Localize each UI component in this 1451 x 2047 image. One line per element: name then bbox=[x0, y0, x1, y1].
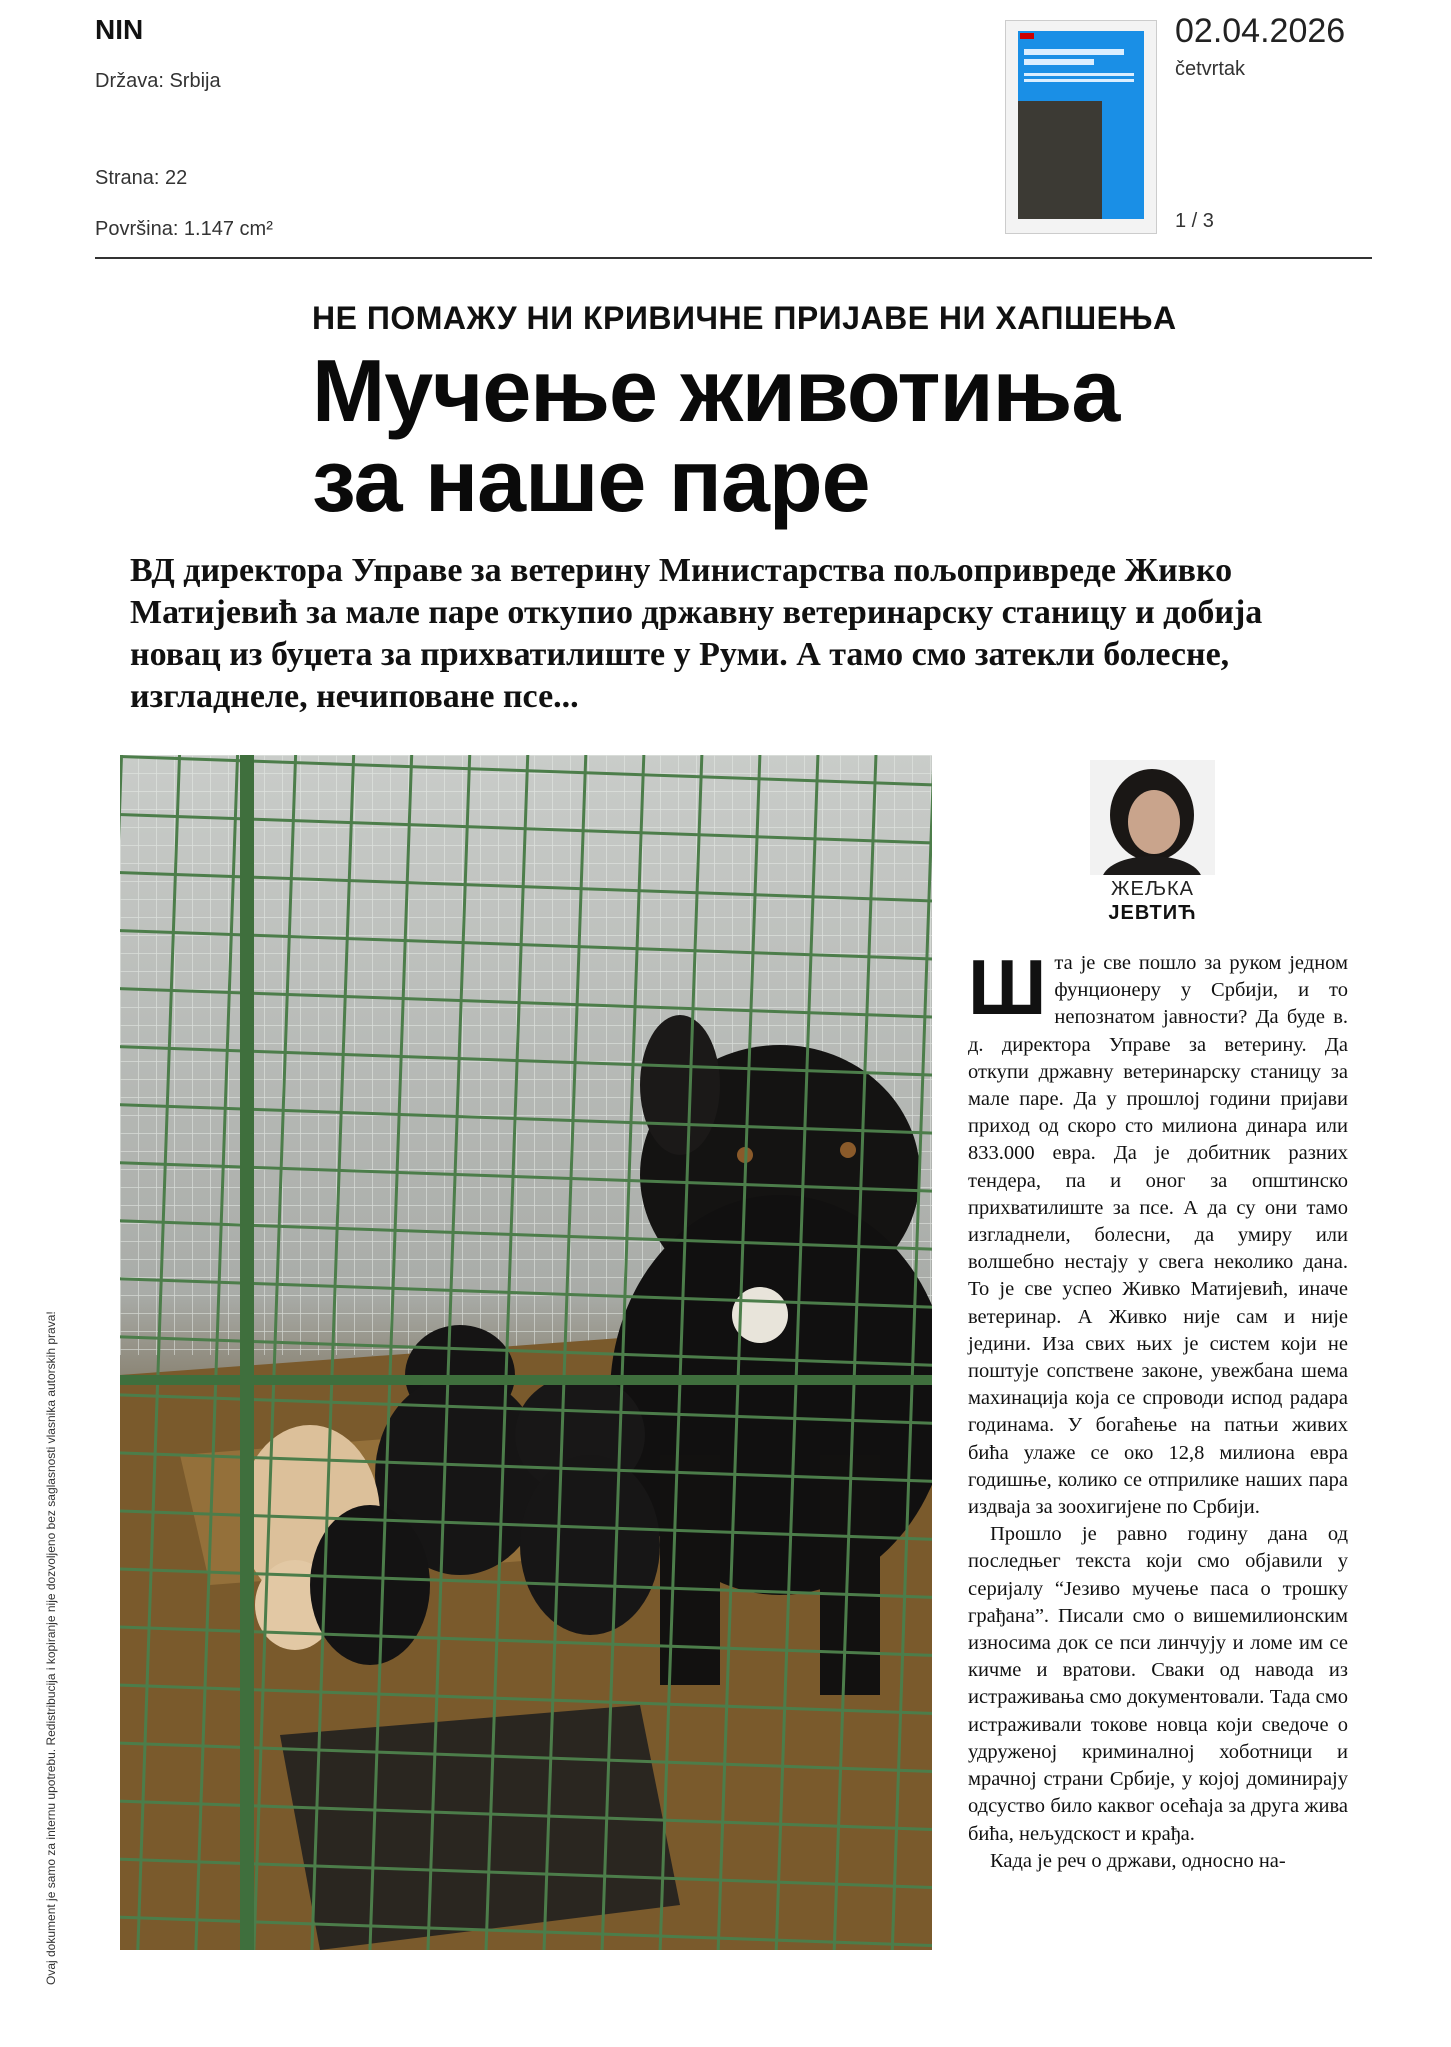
country-label: Država: Srbija bbox=[95, 70, 221, 92]
article-body bbox=[968, 943, 1348, 1875]
article-lead: ВД директора Управе за ветерину Министарства пољопривреде Живко Матијевић за мале паре откупио државну ветеринарску станицу и добија новац из буџета за прихватилиште у Руми. А тамо смо затекли болесне, изгладнеле, нечиповане псе... bbox=[130, 552, 1263, 715]
page-label: Strana: 22 bbox=[95, 167, 188, 189]
page-thumbnail[interactable] bbox=[1005, 20, 1157, 234]
body-paragraph: Прошло је равно годину дана од последњег текста који смо објавили у серијалу “Језиво мучење паса о трошку грађана”. Писали смо о вишемилионским износима док се пси линчују и ломе им се кичме и вратови. Сваки од навода из истраживања смо документовали. Тада смо истраживали токове новца који сведоче о удруженој криминалној хоботници и мрачној страни Србије, у којој доминирају одсуство било каквог осећаја за друга жива бића, нељудскост и крађа. bbox=[968, 1523, 1348, 1845]
drop-cap: Ш bbox=[968, 943, 1047, 1031]
header-divider bbox=[95, 257, 1372, 259]
author-photo bbox=[1090, 760, 1215, 875]
article-headline bbox=[312, 341, 1212, 530]
copyright-note: Ovaj dokument je samo za internu upotrebu. Redistribucija i kopiranje nije dozvoljeno bez saglasnosti vlasnika autorskih prava! bbox=[44, 1311, 58, 1985]
paragraph-1-text: та је све пошло за руком једном фунционеру у Србији, и то непознатом јавности? Да буде в. д. директора Управе за ветерину. Да откупи државну ветеринарску станицу за мале паре. Да у прошлој години пријави приход од скоро сто милиона динара или 833.000 евра. Да је добитник разних тендера, па и оног за општинско прихватилиште за псе. А да су они тамо изгладнели, болесни, да умиру или волшебно нестају у свега неколико дана. То је све успео Живко Матијевић, иначе ветеринар. А Живко није сам и није једини. Иза свих њих је систем који не поштује сопствене законе, увежбана шема махинација која се спроводи испод радара годинама. У богаћење на патњи живих бића улаже се око 12,8 милиона евра годишње, колико се отприлике наших пара издваја за зоохигијене по Србији. bbox=[968, 952, 1348, 1519]
thumbnail-title-line bbox=[1024, 59, 1094, 65]
thumbnail-lead-line bbox=[1024, 79, 1134, 82]
author-last-name: ЈЕВТИЋ bbox=[1108, 902, 1197, 924]
body-paragraph: Када је реч о држави, односно на- bbox=[990, 1849, 1286, 1872]
thumbnail-photo bbox=[1018, 101, 1102, 219]
issue-weekday: četvrtak bbox=[1175, 58, 1246, 80]
headline-line-2: за наше паре bbox=[312, 431, 870, 530]
area-label: Površina: 1.147 cm² bbox=[95, 218, 273, 240]
issue-date: 02.04.2026 bbox=[1175, 12, 1346, 50]
body-paragraph bbox=[968, 943, 1348, 1521]
article-kicker: НЕ ПОМАЖУ НИ КРИВИЧНЕ ПРИЈАВЕ НИ ХАПШЕЊА bbox=[312, 300, 1177, 336]
thumbnail-lead-line bbox=[1024, 73, 1134, 76]
article-photo bbox=[120, 755, 932, 1950]
page-counter: 1 / 3 bbox=[1175, 210, 1214, 232]
author-first-name: ЖЕЉКА bbox=[1111, 878, 1194, 900]
thumbnail-title-line bbox=[1024, 49, 1124, 55]
publication-name: NIN bbox=[95, 14, 144, 45]
thumbnail-logo bbox=[1020, 33, 1034, 39]
headline-line-1: Мучење животиња bbox=[312, 341, 1120, 440]
